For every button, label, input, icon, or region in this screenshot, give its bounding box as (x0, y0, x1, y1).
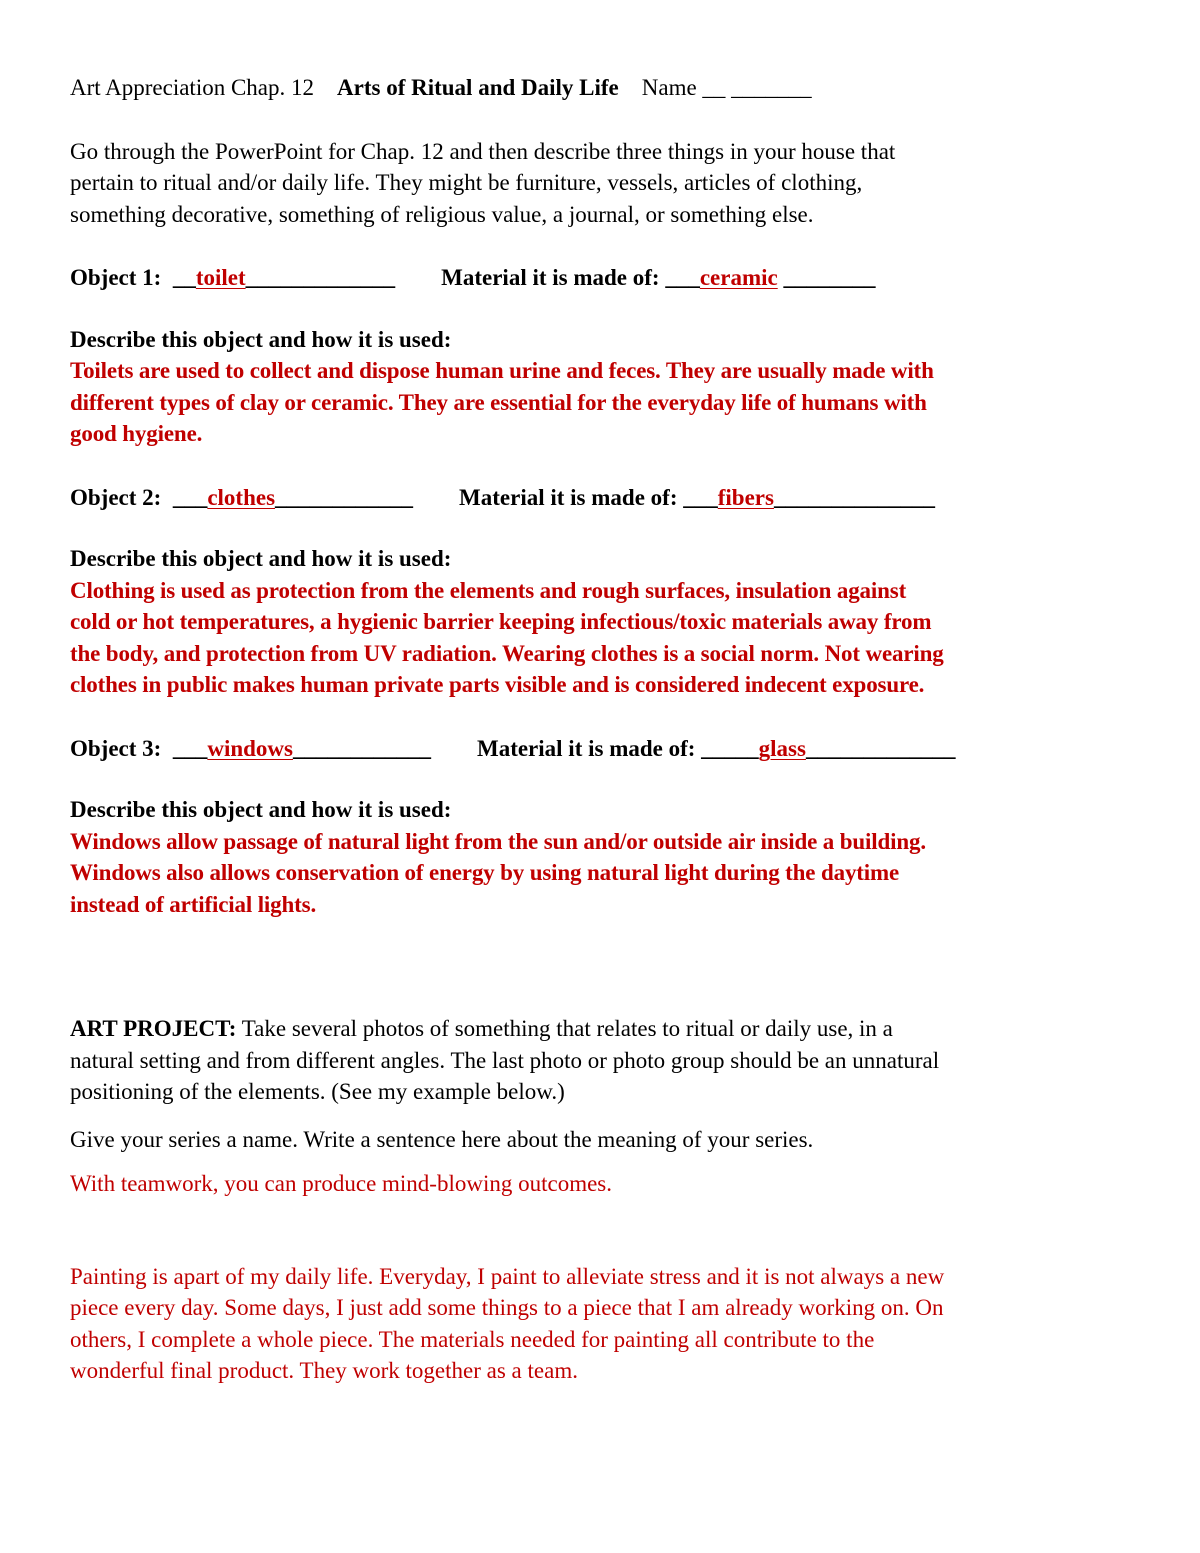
art-project-text: positioning of the elements. (See my example below.) (70, 1079, 565, 1104)
object-2-name: clothes (207, 484, 276, 510)
object-3-describe-label: Describe this object and how it is used: (70, 797, 452, 822)
art-project-text: natural setting and from different angles. The last photo or photo group should be an unnatural (70, 1047, 940, 1073)
object-1-row: Object 1: __toilet_____________ Material it is made of: ___ceramic ________ (70, 265, 876, 290)
object-2-row: Object 2: ___clothes____________ Material it is made of: ___fibers______________ (70, 484, 935, 510)
object-3-row: Object 3: ___windows____________ Material it is made of: _____glass_____________ (70, 735, 956, 761)
object-3-name: windows (207, 735, 293, 761)
object-1-material-label: Material it is made of: (441, 265, 660, 290)
object-2-describe-label: Describe this object and how it is used: (70, 546, 452, 571)
name-field: Name __ _______ (641, 75, 812, 100)
worksheet-title: Arts of Ritual and Daily Life (337, 75, 619, 100)
object-2-material-label: Material it is made of: (459, 484, 678, 510)
object-2-material: fibers (717, 484, 774, 510)
course-label: Art Appreciation Chap. 12 (70, 75, 315, 100)
series-answer: With teamwork, you can produce mind-blowing outcomes. (70, 1171, 613, 1196)
worksheet-page (70, 72, 1145, 1387)
worksheet-header (70, 72, 1145, 104)
object-1-label: Object 1: (70, 265, 162, 290)
object-3-label: Object 3: (70, 735, 162, 761)
object-3-material: glass (758, 735, 806, 761)
instructions-line: something decorative, something of religious value, a journal, or something else. (70, 201, 814, 227)
object-1-describe-label: Describe this object and how it is used: (70, 326, 452, 352)
object-1-description: Toilets are used to collect and dispose human urine and feces. They are usually made with different types of clay or ceramic. They are essential for the everyday life of humans with good hygiene. (70, 358, 934, 446)
art-project-label: ART PROJECT: (70, 1016, 237, 1041)
object-3-material-label: Material it is made of: (476, 735, 696, 761)
series-prompt: Give your series a name. Write a sentence here about the meaning of your series. (70, 1126, 814, 1152)
object-1-name: toilet (195, 265, 246, 290)
instructions-line: pertain to ritual and/or daily life. They might be furniture, vessels, articles of clothing, (70, 170, 863, 195)
instructions-line: Go through the PowerPoint for Chap. 12 and then describe three things in your house that (70, 138, 896, 164)
object-2-label: Object 2: (70, 484, 162, 510)
object-2-description: Clothing is used as protection from the elements and rough surfaces, insulation against cold or hot temperatures, a hygienic barrier keeping infectious/toxic materials away from the body, and protection from UV radiation. Wearing clothes is a social norm. Not wearing clothes in public makes human private parts visible and is considered indecent exposure. (70, 577, 944, 697)
art-project (70, 1013, 1145, 1108)
instructions (70, 136, 1145, 231)
art-project-text: Take several photos of something that relates to ritual or daily use, in a (236, 1016, 893, 1041)
object-3-description: Windows allow passage of natural light from the sun and/or outside air inside a building. Windows also allows conservation of energy by using natural light during the daytime instead of artificial lights. (70, 828, 926, 917)
object-1-material: ceramic (699, 265, 778, 290)
closing-paragraph: Painting is apart of my daily life. Everyday, I paint to alleviate stress and it is not always a new piece every day. Some days, I just add some things to a piece that I am already working on. On others, I complete a whole piece. The materials needed for painting all contribute to the wonderful final product. They work together as a team. (70, 1263, 945, 1383)
